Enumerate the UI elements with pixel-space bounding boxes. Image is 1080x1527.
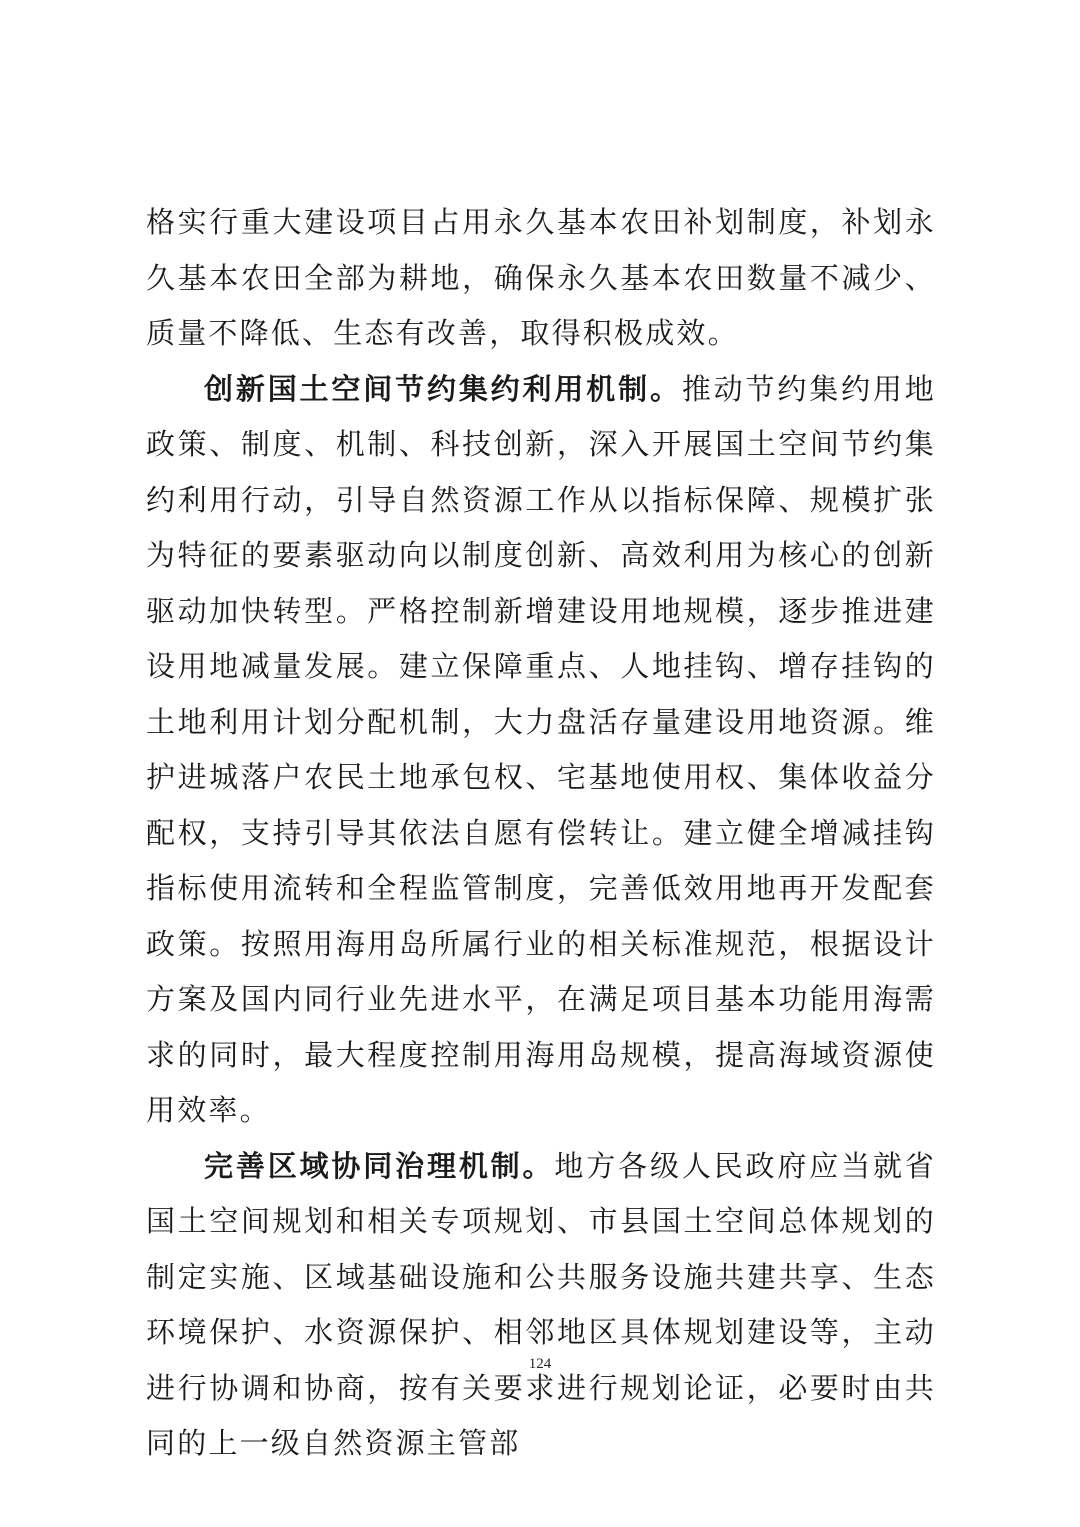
document-body bbox=[146, 195, 936, 1472]
paragraph-text: 格实行重大建设项目占用永久基本农田补划制度，补划永久基本农田全部为耕地，确保永久基本农田数量不减少、质量不降低、生态有改善，取得积极成效。 bbox=[146, 205, 936, 350]
page-number: 124 bbox=[528, 1356, 552, 1372]
paragraph-lead: 创新国土空间节约集约利用机制。 bbox=[204, 371, 682, 406]
paragraph-land-efficiency bbox=[146, 362, 936, 1139]
paragraph-text: 推动节约集约用地政策、制度、机制、科技创新，深入开展国土空间节约集约利用行动，引导自然资源工作从以指标保障、规模扩张为特征的要素驱动向以制度创新、高效利用为核心的创新驱动加快转型。严格控制新增建设用地规模，逐步推进建设用地减量发展。建立保障重点、人地挂钩、增存挂钩的土地利用计划分配机制，大力盘活存量建设用地资源。维护进城落户农民土地承包权、宅基地使用权、集体收益分配权，支持引导其依法自愿有偿转让。建立健全增减挂钩指标使用流转和全程监管制度，完善低效用地再开发配套政策。按照用海用岛所属行业的相关标准规范，根据设计方案及国内同行业先进水平，在满足项目基本功能用海需求的同时，最大程度控制用海用岛规模，提高海域资源使用效率。 bbox=[146, 371, 936, 1127]
paragraph-text: 地方各级人民政府应当就省国土空间规划和相关专项规划、市县国土空间总体规划的制定实施、区域基础设施和公共服务设施共建共享、生态环境保护、水资源保护、相邻地区具体规划建设等，主动进行协调和协商，按有关要求进行规划论证，必要时由共同的上一级自然资源主管部 bbox=[146, 1148, 937, 1460]
paragraph-lead: 完善区域协同治理机制。 bbox=[204, 1148, 555, 1183]
paragraph-regional-governance bbox=[146, 1139, 936, 1472]
paragraph-continuation bbox=[146, 195, 936, 362]
